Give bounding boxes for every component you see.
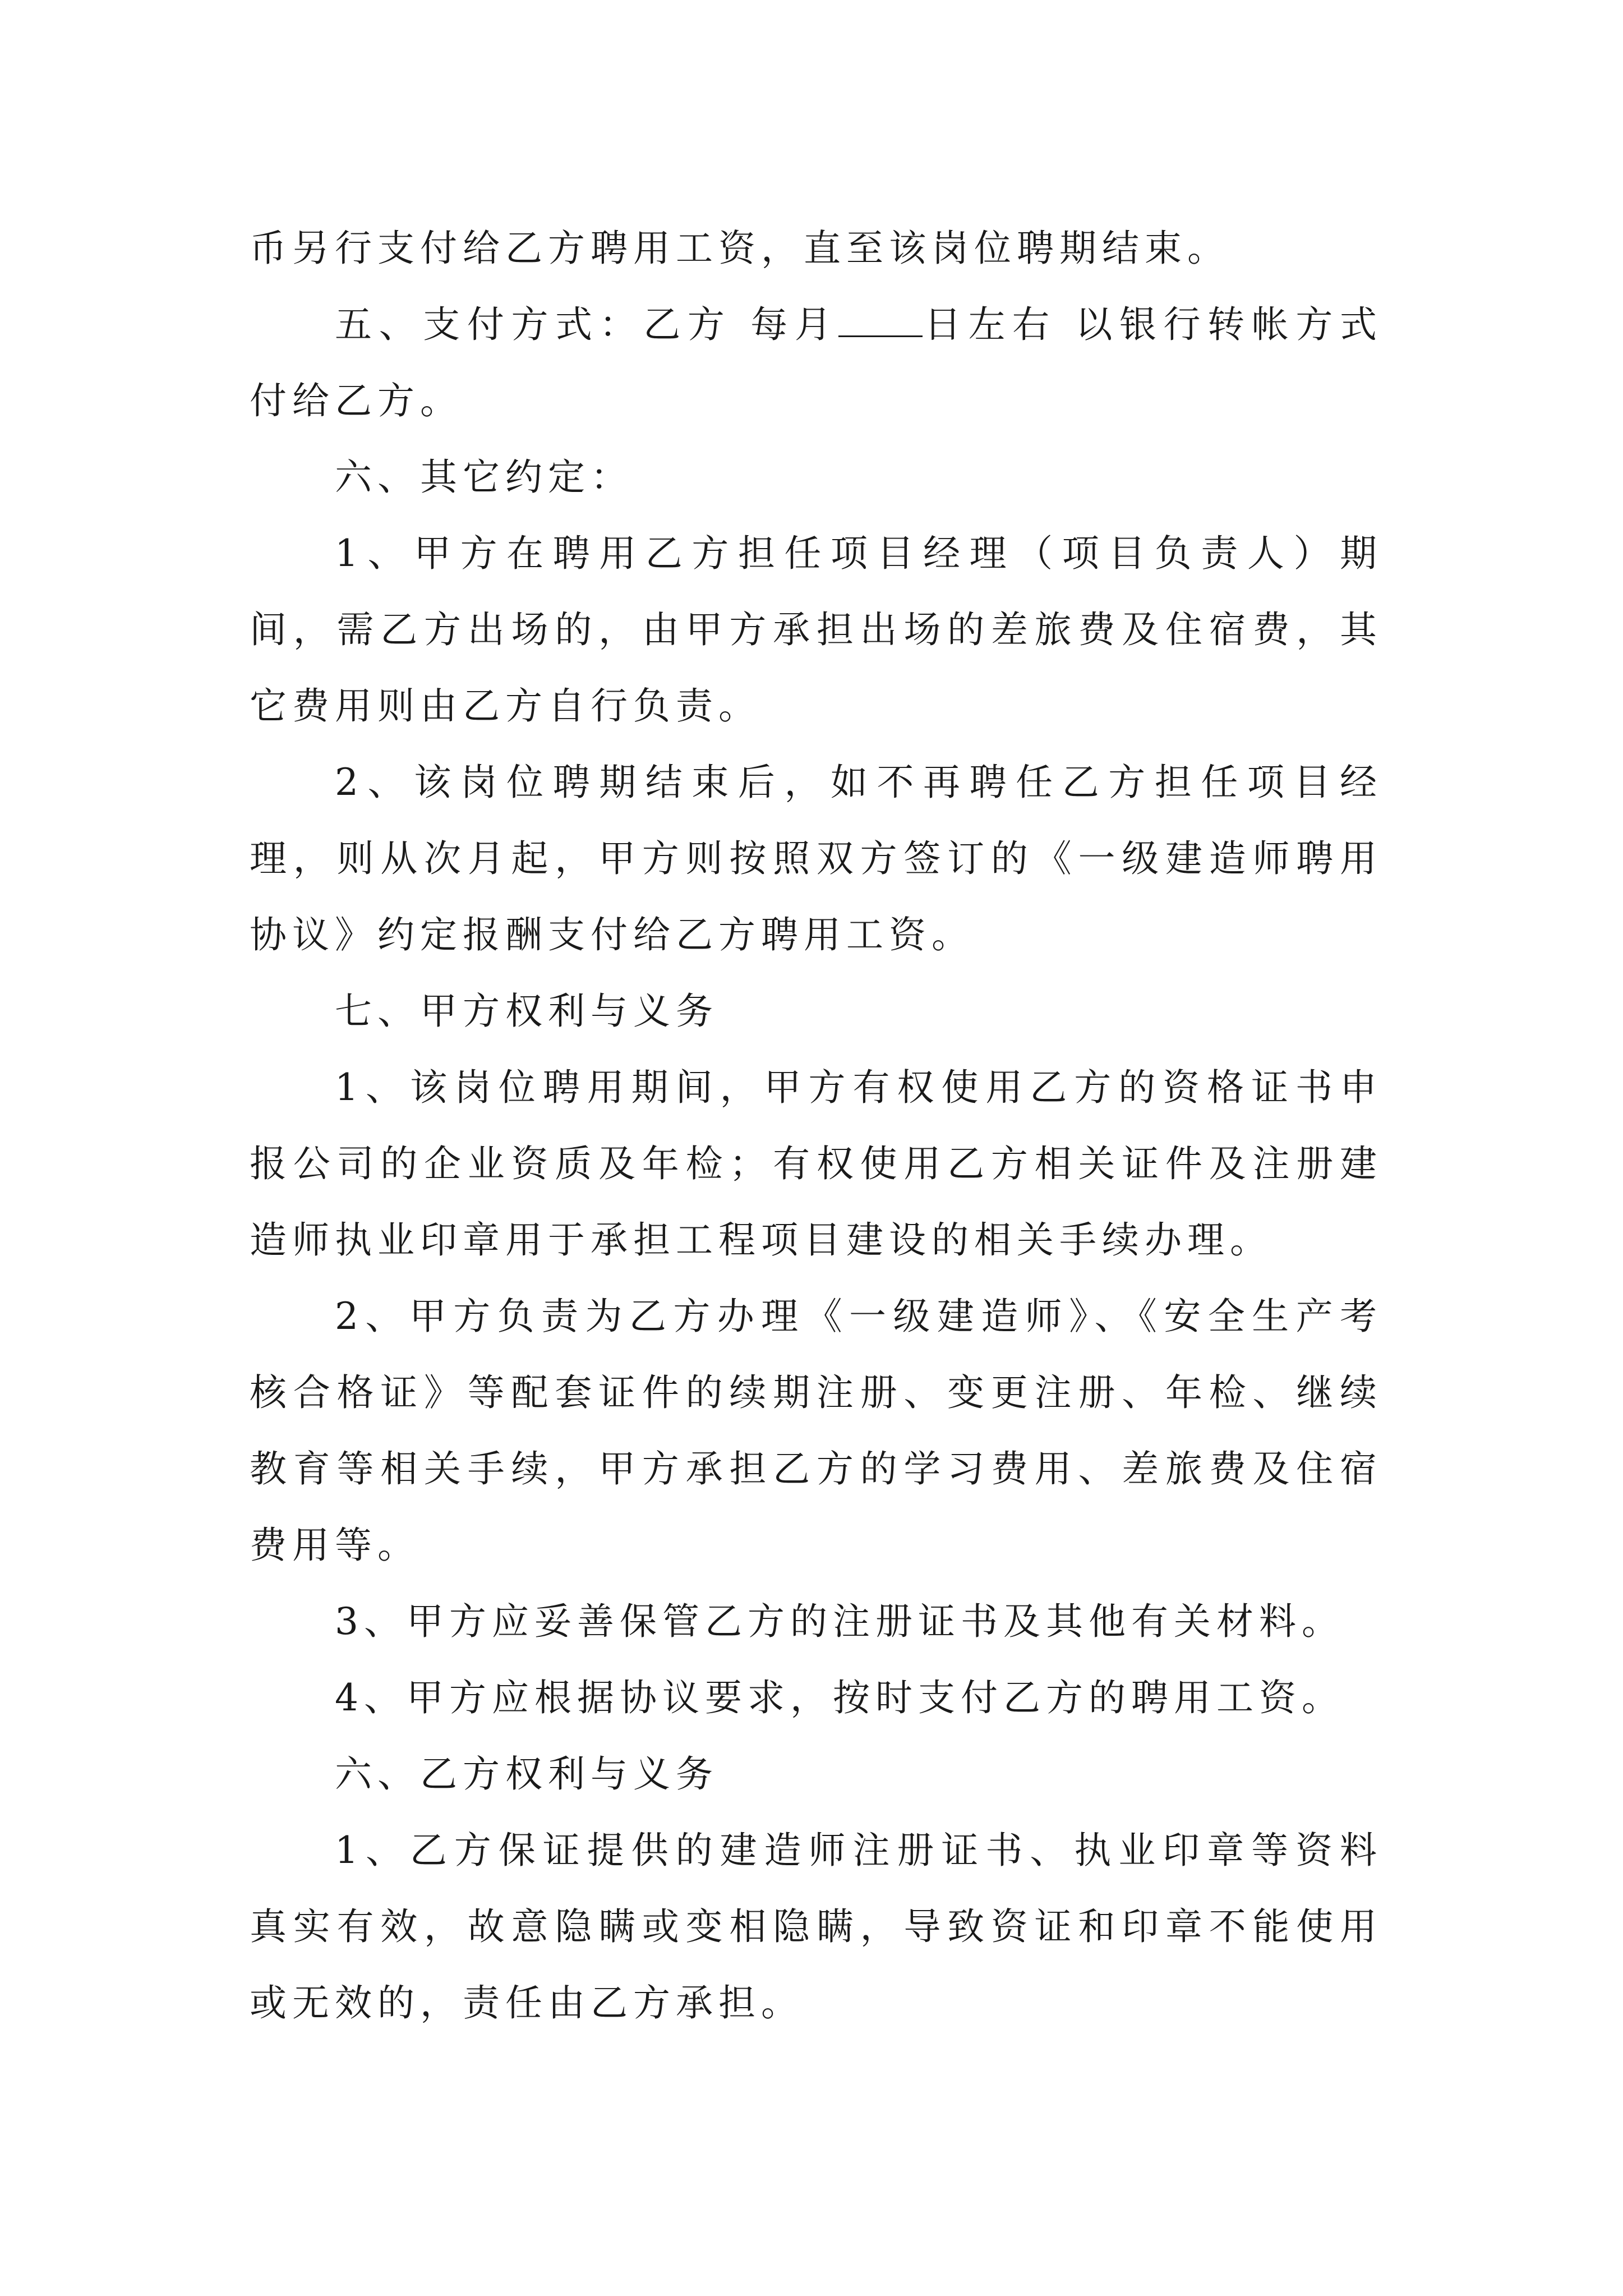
payment-method-text: 五、支付方式：乙方 每月 xyxy=(335,303,839,346)
paragraph-payment-method xyxy=(250,287,1382,439)
paragraph-party-a-4: 4、甲方应根据协议要求，按时支付乙方的聘用工资。 xyxy=(335,1676,1344,1719)
paragraph-party-a-2: 2、甲方负责为乙方办理《一级建造师》、《安全生产考核合格证》等配套证件的续期注册、变更注册、年检、继续教育等相关手续，甲方承担乙方的学习费用、差旅费及住宿费用等。 xyxy=(250,1295,1382,1567)
paragraph-salary-continuation: 币另行支付给乙方聘用工资，直至该岗位聘期结束。 xyxy=(250,227,1230,270)
document-body xyxy=(250,210,1382,2041)
paragraph-party-a-1: 1、该岗位聘用期间，甲方有权使用乙方的资格证书申报公司的企业资质及年检；有权使用乙方相关证件及注册建造师执业印章用于承担工程项目建设的相关手续办理。 xyxy=(250,1066,1382,1262)
payment-method-text-continued: 日左右 以银行转帐方式付给乙方。 xyxy=(250,303,1383,422)
paragraph-other-2: 2、该岗位聘期结束后，如不再聘任乙方担任项目经理，则从次月起，甲方则按照双方签订的《一级建造师聘用协议》约定报酬支付给乙方聘用工资。 xyxy=(250,761,1382,956)
heading-party-a-rights: 七、甲方权利与义务 xyxy=(335,990,718,1033)
paragraph-party-b-1: 1、乙方保证提供的建造师注册证书、执业印章等资料真实有效，故意隐瞒或变相隐瞒，导致资证和印章不能使用或无效的，责任由乙方承担。 xyxy=(250,1829,1382,2024)
payment-day-blank xyxy=(838,301,923,337)
paragraph-party-a-3: 3、甲方应妥善保管乙方的注册证书及其他有关材料。 xyxy=(335,1600,1344,1643)
heading-other-agreements: 六、其它约定： xyxy=(335,455,633,499)
heading-party-b-rights: 六、乙方权利与义务 xyxy=(335,1752,718,1796)
paragraph-other-1: 1、甲方在聘用乙方担任项目经理（项目负责人）期间，需乙方出场的，由甲方承担出场的差旅费及住宿费，其它费用则由乙方自行负责。 xyxy=(250,532,1382,728)
